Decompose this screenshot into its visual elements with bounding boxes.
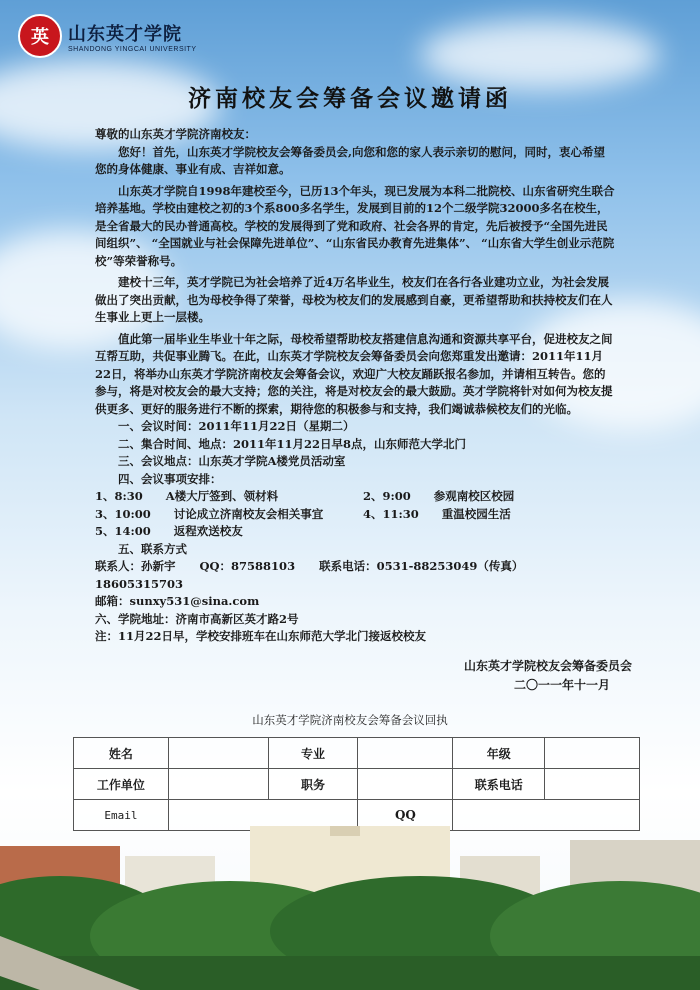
receipt-form xyxy=(73,737,640,831)
meeting-time: 一、会议时间：2011年11月22日（星期二） xyxy=(118,419,355,433)
note: 注：11月22日早，学校安排班车在山东师范大学北门接返校校友 xyxy=(95,629,427,643)
contact-person: 联系人：孙新宇 xyxy=(95,559,176,573)
agenda-item: 2、9:00 参观南校区校园 xyxy=(363,489,515,503)
university-logo xyxy=(18,14,197,58)
name-label: 姓名 xyxy=(74,738,169,769)
logo-name-cn: 山东英才学院 xyxy=(68,23,182,45)
page-title: 济南校友会筹备会议邀请函 xyxy=(188,85,512,112)
grade-field[interactable] xyxy=(545,738,640,769)
paragraph-2: 山东英才学院自1998年建校至今，已历13个年头，现已发展为本科二批院校、山东省研究生联合培养基地。学校由建校之初的3个系800多名学生，发展到目前的12个二级学院32000多名在校生，是全省最大的民办普通高校。学校的发展得到了党和政府、社会各界的肯定，先后被授予“全国先进民间组织”、 “全国就业与社会保障先进单位”、“山东省民办教育先进集体”、 “山东省大学生创业示范院校”等荣誉称号。 xyxy=(95,183,615,268)
agenda-item: 5、14:00 返程欢送校友 xyxy=(95,524,243,538)
agenda-item: 1、8:30 A楼大厅签到、领材料 xyxy=(95,489,279,503)
grade-label: 年级 xyxy=(453,738,545,769)
paragraph-3: 建校十三年，英才学院已为社会培养了近4万名毕业生，校友们在各行各业建功立业，为社会发展做出了突出贡献，也为母校争得了荣誉，母校为校友们的发展感到自豪，更希望帮助和扶持校友们在人生事业上更上一层楼。 xyxy=(95,275,613,324)
signature xyxy=(464,657,632,695)
campus-scene-image xyxy=(0,826,700,990)
agenda-item: 3、10:00 讨论成立济南校友会相关事宜 xyxy=(95,506,324,521)
agenda-row xyxy=(95,488,615,506)
logo-name-en: SHANDONG YINGCAI UNIVERSITY xyxy=(68,45,197,53)
employer-label: 工作单位 xyxy=(74,769,169,800)
signature-date: 二〇一一年十一月 xyxy=(513,678,610,692)
receipt-title: 山东英才学院济南校友会筹备会议回执 xyxy=(252,713,448,727)
school-address: 六、学院地址：济南市高新区英才路2号 xyxy=(95,611,299,626)
paragraph-1: 您好！首先，山东英才学院校友会筹备委员会,向您和您的家人表示亲切的慰问，同时，衷心希望您的身体健康、事业有成、吉祥如意。 xyxy=(95,144,605,176)
phone-label: 联系电话 xyxy=(453,769,545,800)
agenda-heading: 四、会议事项安排： xyxy=(118,471,222,486)
meeting-place: 三、会议地点：山东英才学院A楼党员活动室 xyxy=(118,454,346,468)
letter-body xyxy=(95,126,615,646)
paragraph-4: 值此第一届毕业生毕业十年之际，母校希望帮助校友搭建信息沟通和资源共享平台，促进校友之间互帮互助，共促事业腾飞。在此，山东英才学院校友会筹备委员会向您郑重发出邀请：2011年11月22日，将举办山东英才学院济南校友会筹备会议，欢迎广大校友踊跃报名参加，并请相互转告。您的参与，将是对校友会的最大支持；您的关注，将是对校友会的最大鼓励。英才学院将针对如何为校友提供更多、更好的服务进行不断的探索，期待您的积极参与和支持，我们竭诚恭候校友们的光临。 xyxy=(95,331,613,416)
name-field[interactable] xyxy=(168,738,268,769)
position-field[interactable] xyxy=(358,769,453,800)
employer-field[interactable] xyxy=(168,769,268,800)
signature-org: 山东英才学院校友会筹备委员会 xyxy=(463,659,632,673)
table-row xyxy=(74,769,640,800)
agenda-row xyxy=(95,506,615,524)
contact-heading: 五、联系方式 xyxy=(118,541,187,556)
contact-line xyxy=(95,558,615,593)
major-field[interactable] xyxy=(358,738,453,769)
major-label: 专业 xyxy=(268,738,358,769)
contact-phone: 联系电话：0531-88253049（传真） 18605315703 xyxy=(95,559,530,591)
qq-label: QQ xyxy=(358,800,453,831)
contact-qq: QQ：87588103 xyxy=(199,559,296,573)
table-row xyxy=(74,738,640,769)
greeting: 尊敬的山东英才学院济南校友： xyxy=(95,127,256,141)
gather-time-place: 二、集合时间、地点：2011年11月22日早8点，山东师范大学北门 xyxy=(118,436,467,451)
university-seal-icon: 英 xyxy=(18,14,62,58)
building-tower xyxy=(330,826,360,836)
email-label: Email xyxy=(74,800,169,831)
contact-email: 邮箱：sunxy531@sina.com xyxy=(95,594,260,608)
agenda-row xyxy=(95,523,615,541)
phone-field[interactable] xyxy=(545,769,640,800)
position-label: 职务 xyxy=(268,769,358,800)
agenda-item: 4、11:30 重温校园生活 xyxy=(363,506,511,521)
